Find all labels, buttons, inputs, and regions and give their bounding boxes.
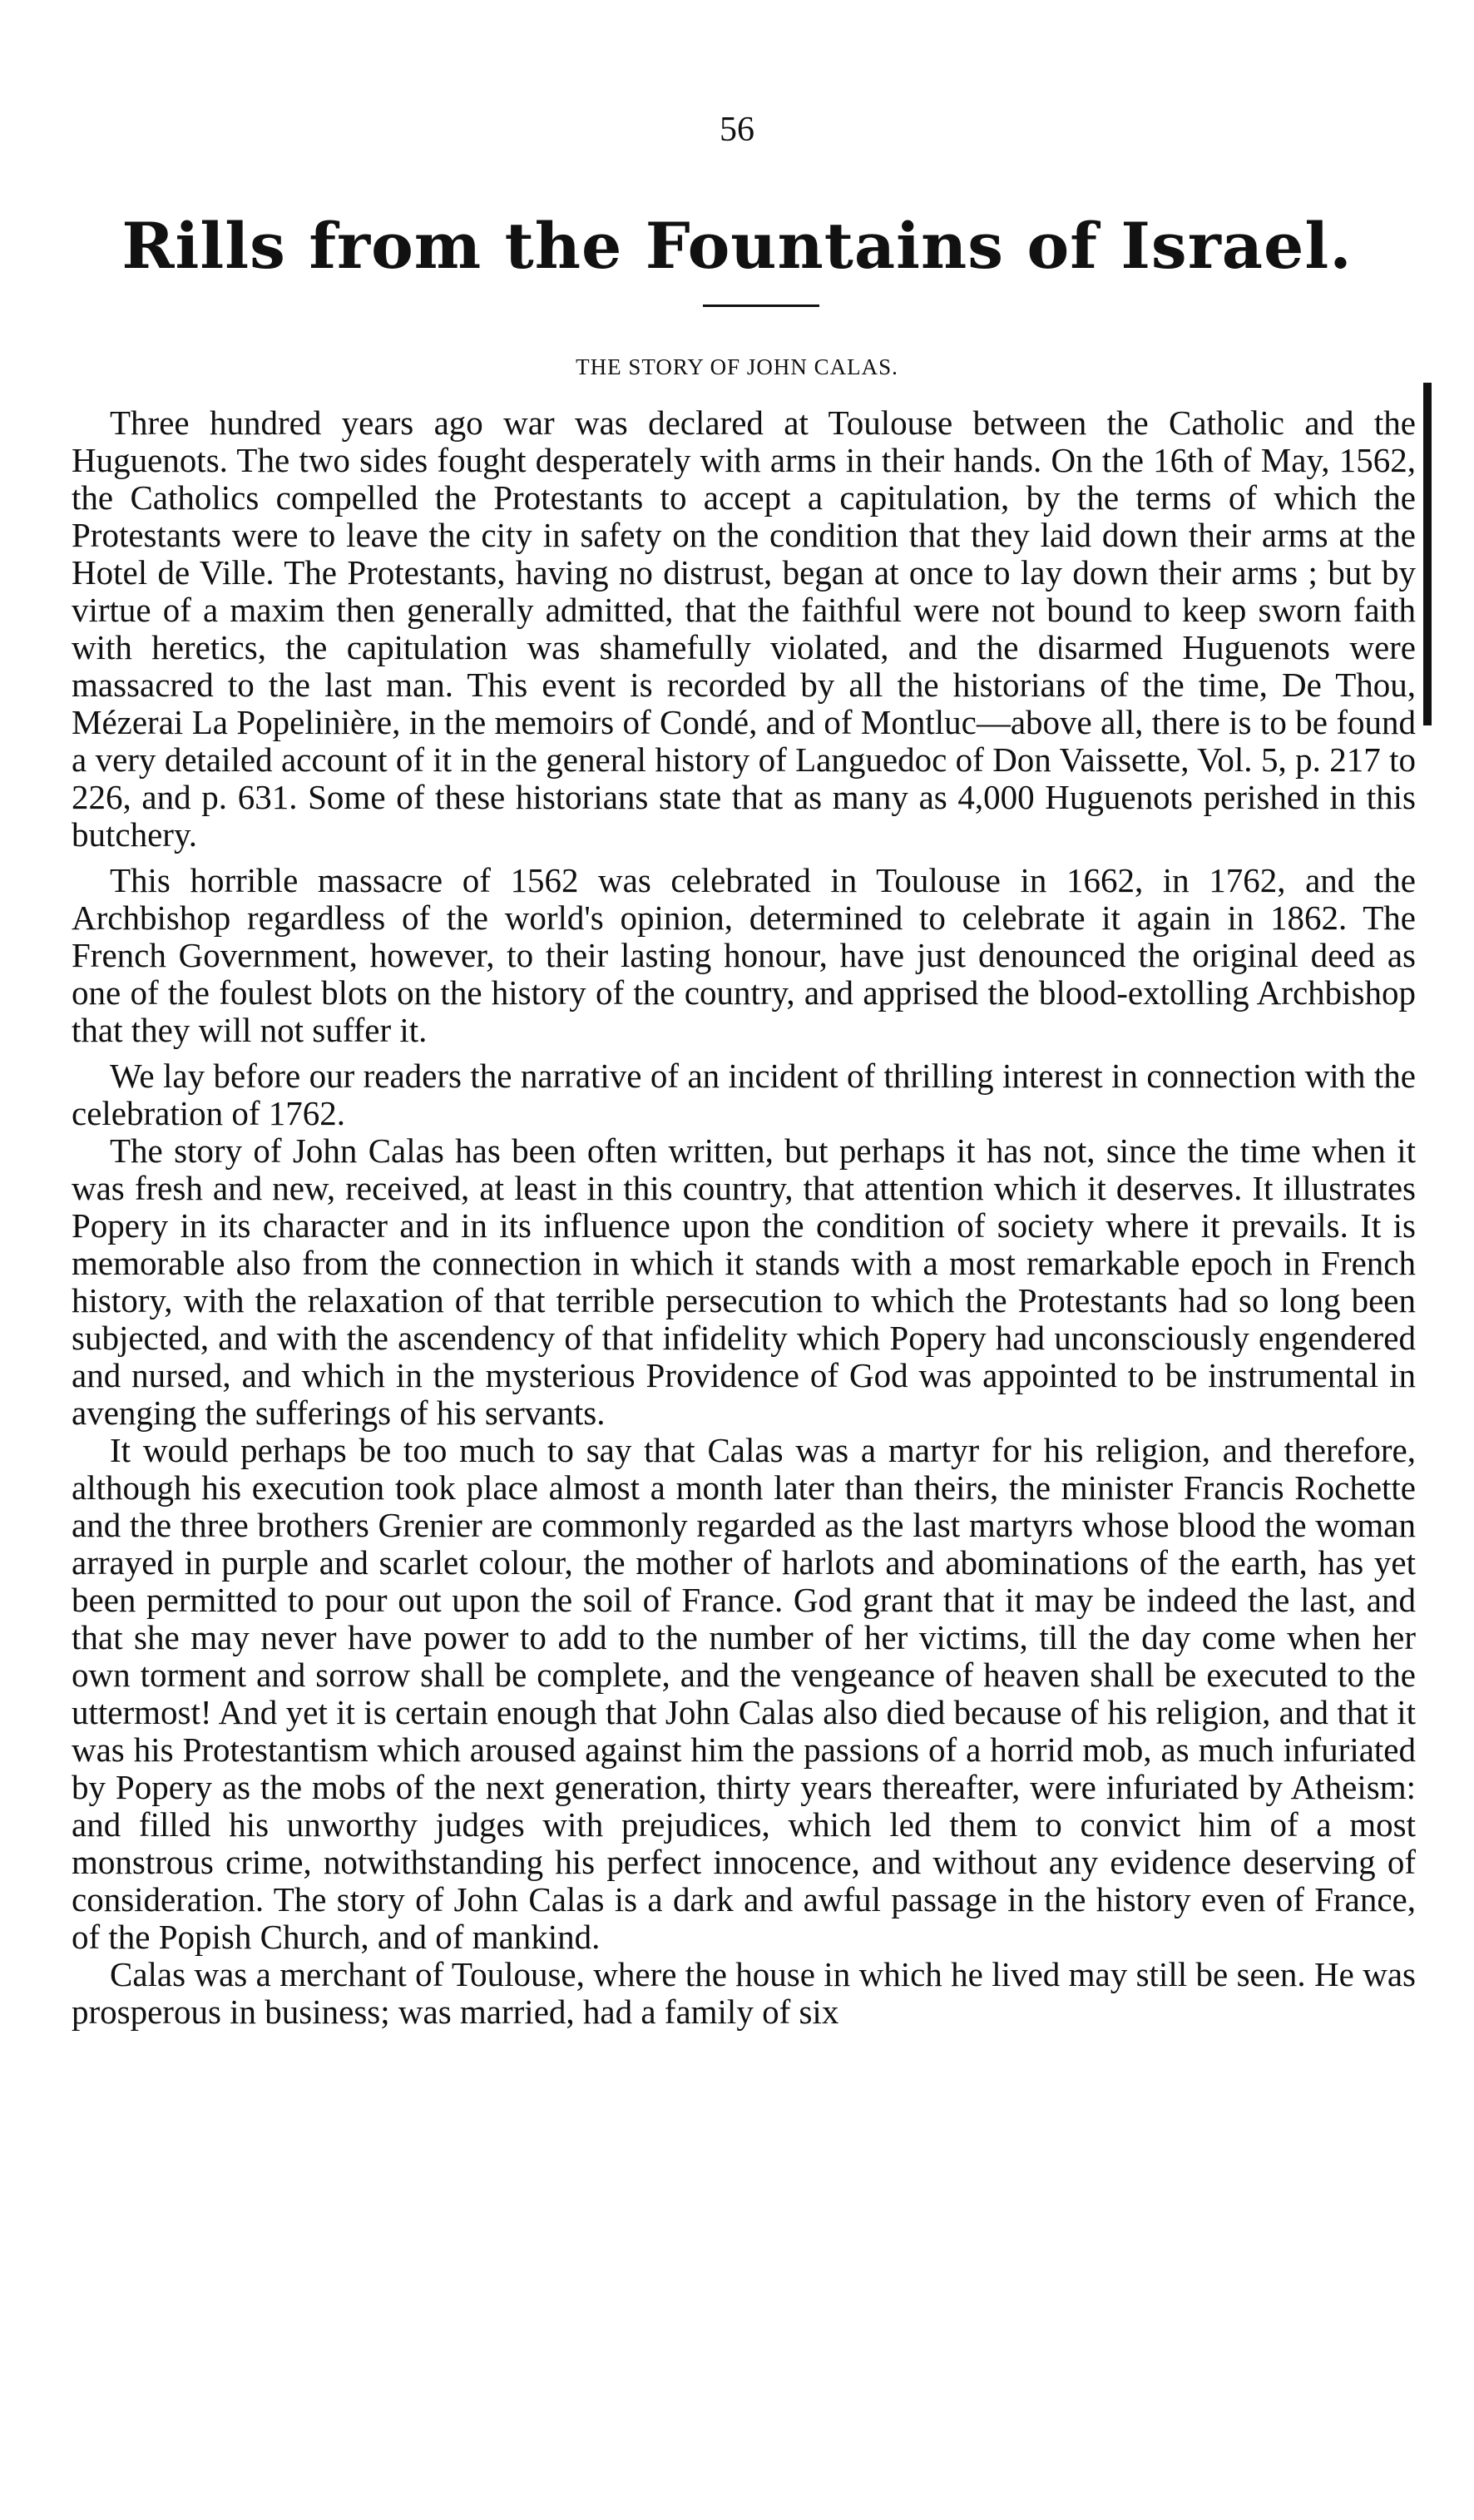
- story-title: THE STORY OF JOHN CALAS.: [576, 354, 898, 379]
- paragraph-1: Three hundred years ago war was declared at Toulouse between the Catholic and the Huguenots. The two sides fought desperately with arms in their hands. On the 16th of May, 1562, the Catholics compelled the Protestants to accept a capitulation, by the terms of which the Protestants were to leave the city in safety on the condition that they laid down their arms at the Hotel de Ville. The Protestants, having no distrust, began at once to lay down their arms ; but by virtue of a maxim then generally admitted, that the faithful were not bound to keep sworn faith with heretics, the capitulation was shamefully violated, and the disarmed Huguenots were massacred to the last man. This event is recorded by all the historians of the time, De Thou, Mézerai La Popelinière, in the memoirs of Condé, and of Montluc—above all, there is to be found a very detailed account of it in the general history of Languedoc of Don Vaissette, Vol. 5, p. 217 to 226, and p. 631. Some of these historians state that as many as 4,000 Huguenots perished in this butchery.: [72, 404, 1416, 854]
- paragraph-5: It would perhaps be too much to say that Calas was a martyr for his religion, and therefore, although his execution took place almost a month later than theirs, the minister Francis Rochette and the three brothers Grenier are commonly regarded as the last martyrs whose blood the woman arrayed in purple and scarlet colour, the mother of harlots and abominations of the earth, has yet been permitted to pour out upon the soil of France. God grant that it may be indeed the last, and that she may never have power to add to the number of her victims, till the day come when her own torment and sorrow shall be complete, and the vengeance of heaven shall be executed to the uttermost! And yet it is certain enough that John Calas also died because of his religion, and that it was his Protestantism which aroused against him the passions of a horrid mob, as much infuriated by Popery as the mobs of the next generation, thirty years thereafter, were infuriated by Atheism: and filled his unworthy judges with prejudices, which led them to convict him of a most monstrous crime, notwithstanding his perfect innocence, and without any evidence deserving of consideration. The story of John Calas is a dark and awful passage in the history even of France, of the Popish Church, and of mankind.: [72, 1431, 1416, 1956]
- title-rule: [703, 304, 819, 307]
- article-body: [72, 404, 1416, 2401]
- scan-edge-shadow: [1423, 383, 1432, 725]
- page-number: 56: [720, 111, 754, 149]
- paragraph-2: This horrible massacre of 1562 was celebrated in Toulouse in 1662, in 1762, and the Archbishop regardless of the world's opinion, determined to celebrate it again in 1862. The French Government, however, to their lasting honour, have just denounced the original deed as one of the foulest blots on the history of the country, and apprised the blood-extolling Archbishop that they will not suffer it.: [72, 861, 1416, 1049]
- masthead-title: Rills from the Fountains of Israel.: [121, 209, 1353, 283]
- paragraph-3: We lay before our readers the narrative of an incident of thrilling interest in connection with the celebration of 1762.: [72, 1057, 1416, 1132]
- paragraph-6: Calas was a merchant of Toulouse, where the house in which he lived may still be seen. He was prosperous in business; was married, had a family of six: [72, 1955, 1416, 2031]
- paragraph-4: The story of John Calas has been often written, but perhaps it has not, since the time when it was fresh and new, received, at least in this country, that attention which it deserves. It illustrates Popery in its character and in its influence upon the condition of society where it prevails. It is memorable also from the connection in which it stands with a most remarkable epoch in French history, with the relaxation of that terrible persecution to which the Protestants had so long been subjected, and with the ascendency of that infidelity which Popery had unconsciously engendered and nursed, and which in the mysterious Providence of God was appointed to be instrumental in avenging the sufferings of his servants.: [72, 1131, 1416, 1432]
